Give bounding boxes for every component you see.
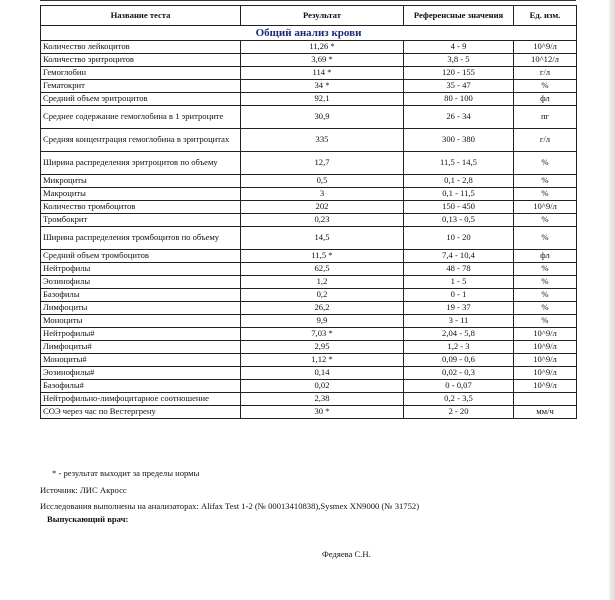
reference-cell: 4 - 9 (404, 41, 514, 54)
test-name-cell: Микроциты (41, 175, 241, 188)
table-row (41, 41, 577, 54)
unit-cell: мм/ч (514, 406, 577, 419)
reference-cell: 150 - 450 (404, 201, 514, 214)
test-name-cell: Количество лейкоцитов (41, 41, 241, 54)
reference-cell: 0,02 - 0,3 (404, 367, 514, 380)
unit-cell: % (514, 263, 577, 276)
unit-cell: % (514, 214, 577, 227)
unit-cell: 10^9/л (514, 201, 577, 214)
test-name-cell: Средний объем тромбоцитов (41, 250, 241, 263)
result-cell: 2,38 (241, 393, 404, 406)
reference-cell: 300 - 380 (404, 129, 514, 152)
header-name: Название теста (41, 6, 241, 26)
table-row (41, 106, 577, 129)
section-title: Общий анализ крови (41, 26, 577, 41)
result-cell: 26,2 (241, 302, 404, 315)
analyzers-line: Исследования выполнены на анализаторах: Alifax Test 1-2 (№ 00013410838),Sysmex XN9000 (№ 31752) (40, 501, 420, 511)
table-row (41, 93, 577, 106)
result-cell: 14,5 (241, 227, 404, 250)
test-name-cell: Моноциты# (41, 354, 241, 367)
reference-cell: 10 - 20 (404, 227, 514, 250)
table-row (41, 129, 577, 152)
reference-cell: 0,13 - 0,5 (404, 214, 514, 227)
table-row (41, 188, 577, 201)
unit-cell (514, 393, 577, 406)
unit-cell: % (514, 289, 577, 302)
test-name-cell: Нейтрофильно-лимфоцитарное соотношение (41, 393, 241, 406)
test-name-cell: Базофилы (41, 289, 241, 302)
header-unit: Ед. изм. (514, 6, 577, 26)
unit-cell: 10^12/л (514, 54, 577, 67)
result-cell: 202 (241, 201, 404, 214)
unit-cell: % (514, 315, 577, 328)
unit-cell: % (514, 188, 577, 201)
reference-cell: 48 - 78 (404, 263, 514, 276)
result-cell: 0,02 (241, 380, 404, 393)
table-row (41, 201, 577, 214)
reference-cell: 3 - 11 (404, 315, 514, 328)
table-row (41, 354, 577, 367)
unit-cell: % (514, 152, 577, 175)
unit-cell: 10^9/л (514, 380, 577, 393)
table-row (41, 54, 577, 67)
reference-cell: 2,04 - 5,8 (404, 328, 514, 341)
table-row (41, 289, 577, 302)
header-result: Результат (241, 6, 404, 26)
table-row (41, 367, 577, 380)
reference-cell: 26 - 34 (404, 106, 514, 129)
reference-cell: 3,8 - 5 (404, 54, 514, 67)
unit-cell: 10^9/л (514, 367, 577, 380)
test-name-cell: Нейтрофилы (41, 263, 241, 276)
table-row (41, 406, 577, 419)
test-name-cell: Лимфоциты# (41, 341, 241, 354)
table-row (41, 276, 577, 289)
result-cell: 0,23 (241, 214, 404, 227)
result-cell: 0,5 (241, 175, 404, 188)
table-row (41, 80, 577, 93)
unit-cell: % (514, 227, 577, 250)
unit-cell: 10^9/л (514, 354, 577, 367)
reference-cell: 80 - 100 (404, 93, 514, 106)
test-name-cell: Количество тромбоцитов (41, 201, 241, 214)
result-cell: 12,7 (241, 152, 404, 175)
table-row (41, 263, 577, 276)
test-name-cell: Макроциты (41, 188, 241, 201)
table-row (41, 214, 577, 227)
result-cell: 7,03 * (241, 328, 404, 341)
result-cell: 335 (241, 129, 404, 152)
test-name-cell: Среднее содержание гемоглобина в 1 эритроците (41, 106, 241, 129)
header-reference: Референсные значения (404, 6, 514, 26)
test-name-cell: Моноциты (41, 315, 241, 328)
reference-cell: 0,2 - 3,5 (404, 393, 514, 406)
reference-cell: 1,2 - 3 (404, 341, 514, 354)
unit-cell: 10^9/л (514, 41, 577, 54)
result-cell: 30 * (241, 406, 404, 419)
reference-cell: 35 - 47 (404, 80, 514, 93)
result-cell: 3 (241, 188, 404, 201)
doctor-signature: Федяева С.Н. (322, 549, 371, 559)
unit-cell: пг (514, 106, 577, 129)
result-cell: 114 * (241, 67, 404, 80)
test-name-cell: Количество эритроцитов (41, 54, 241, 67)
unit-cell: 10^9/л (514, 328, 577, 341)
test-name-cell: Тромбокрит (41, 214, 241, 227)
section-row (41, 26, 577, 41)
reference-cell: 2 - 20 (404, 406, 514, 419)
reference-cell: 1 - 5 (404, 276, 514, 289)
table-row (41, 341, 577, 354)
test-name-cell: Средний объем эритроцитов (41, 93, 241, 106)
result-cell: 1,2 (241, 276, 404, 289)
table-row (41, 67, 577, 80)
unit-cell: г/л (514, 67, 577, 80)
reference-cell: 120 - 155 (404, 67, 514, 80)
reference-cell: 0,09 - 0,6 (404, 354, 514, 367)
header-row (41, 6, 577, 26)
result-cell: 2,95 (241, 341, 404, 354)
table-row (41, 315, 577, 328)
unit-cell: % (514, 80, 577, 93)
top-border-line (40, 0, 576, 1)
footnote: * - результат выходит за пределы нормы (52, 468, 200, 478)
unit-cell: % (514, 276, 577, 289)
reference-cell: 0 - 1 (404, 289, 514, 302)
unit-cell: г/л (514, 129, 577, 152)
result-cell: 34 * (241, 80, 404, 93)
table-row (41, 393, 577, 406)
reference-cell: 7,4 - 10,4 (404, 250, 514, 263)
reference-cell: 0,1 - 2,8 (404, 175, 514, 188)
page-edge-shadow (609, 0, 615, 600)
test-name-cell: Лимфоциты (41, 302, 241, 315)
source-line: Источник: ЛИС Акросс (40, 485, 127, 495)
result-cell: 3,69 * (241, 54, 404, 67)
unit-cell: % (514, 175, 577, 188)
reference-cell: 19 - 37 (404, 302, 514, 315)
result-cell: 9,9 (241, 315, 404, 328)
issuing-doctor-label: Выпускающий врач: (47, 514, 129, 524)
result-cell: 92,1 (241, 93, 404, 106)
unit-cell: % (514, 302, 577, 315)
test-name-cell: Гемоглобин (41, 67, 241, 80)
table-row (41, 227, 577, 250)
test-name-cell: Базофилы# (41, 380, 241, 393)
table-row (41, 152, 577, 175)
result-cell: 11,26 * (241, 41, 404, 54)
result-cell: 62,5 (241, 263, 404, 276)
test-name-cell: СОЭ через час по Вестергрену (41, 406, 241, 419)
table-row (41, 250, 577, 263)
test-name-cell: Средняя концентрация гемоглобина в эритроцитах (41, 129, 241, 152)
table-row (41, 175, 577, 188)
test-name-cell: Нейтрофилы# (41, 328, 241, 341)
table-row (41, 302, 577, 315)
result-cell: 0,14 (241, 367, 404, 380)
result-cell: 30,9 (241, 106, 404, 129)
table-row (41, 380, 577, 393)
reference-cell: 0,1 - 11,5 (404, 188, 514, 201)
result-cell: 11,5 * (241, 250, 404, 263)
test-name-cell: Эозинофилы# (41, 367, 241, 380)
unit-cell: 10^9/л (514, 341, 577, 354)
result-cell: 0,2 (241, 289, 404, 302)
test-name-cell: Эозинофилы (41, 276, 241, 289)
table-row (41, 328, 577, 341)
results-table (40, 5, 577, 419)
test-name-cell: Ширина распределения тромбоцитов по объему (41, 227, 241, 250)
unit-cell: фл (514, 93, 577, 106)
reference-cell: 0 - 0,07 (404, 380, 514, 393)
result-cell: 1,12 * (241, 354, 404, 367)
test-name-cell: Ширина распределения эритроцитов по объему (41, 152, 241, 175)
reference-cell: 11,5 - 14,5 (404, 152, 514, 175)
unit-cell: фл (514, 250, 577, 263)
test-name-cell: Гематокрит (41, 80, 241, 93)
